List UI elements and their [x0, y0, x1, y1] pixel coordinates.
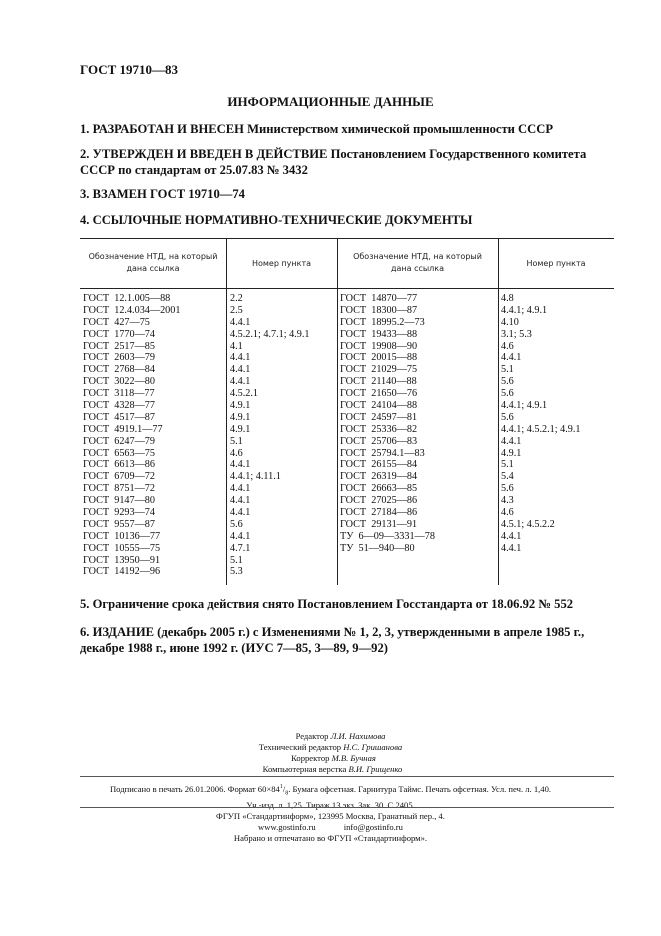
table-cell-point: 5.6 — [501, 483, 514, 495]
table-cell-point: 4.4.1 — [501, 530, 522, 542]
header-doc-right: Обозначение НТД, на который дана ссылка — [353, 252, 482, 273]
print-info-line-2: Уч.-изд. л. 1,25. Тираж 13 экз. Зак. 30. С 2405. — [246, 799, 415, 810]
table-cell-doc: ГОСТ 9293—74 — [83, 507, 155, 519]
table-cell-point: 4.6 — [230, 447, 243, 459]
table-cell-doc: ГОСТ 14192—96 — [83, 566, 161, 578]
table-cell-doc: ГОСТ 6613—86 — [83, 459, 155, 471]
staff-line — [0, 742, 661, 753]
item-lead: Ограничение срока действия снято Постановлением Госстандарта от 18.06.92 № 552 — [92, 597, 574, 611]
table-cell-doc: ГОСТ 24104—88 — [340, 400, 418, 412]
table-cell-doc: ТУ 51—940—80 — [340, 542, 415, 554]
staff-name: Л.И. Нахимова — [330, 731, 386, 741]
table-cell-point: 2.2 — [230, 293, 243, 304]
table-cell-point: 4.4.1 — [501, 542, 522, 554]
divider — [80, 776, 614, 777]
table-cell-point: 4.5.1; 4.5.2.2 — [501, 518, 555, 530]
table-cell-point: 4.4.1 — [230, 483, 251, 495]
table-cell-point: 5.1 — [501, 364, 514, 376]
table-cell-doc: ГОСТ 3022—80 — [83, 376, 155, 388]
table-cell-doc: ГОСТ 6709—72 — [83, 471, 155, 483]
table-cell-doc: ГОСТ 6247—79 — [83, 435, 155, 447]
staff-name: Н.С. Гришанова — [343, 742, 403, 752]
item-lead: ВЗАМЕН ГОСТ 19710—74 — [92, 187, 245, 201]
info-item-6 — [80, 625, 620, 656]
item-lead: ССЫЛОЧНЫЕ НОРМАТИВНО-ТЕХНИЧЕСКИЕ ДОКУМЕНТЫ — [92, 213, 473, 227]
table-cell-point: 5.1 — [230, 435, 243, 447]
table-cell-doc: ГОСТ 9147—80 — [83, 495, 155, 507]
table-cell-point: 4.4.1 — [230, 376, 251, 388]
table-cell-doc: ГОСТ 26663—85 — [340, 483, 418, 495]
header-doc-left: Обозначение НТД, на который дана ссылка — [88, 252, 218, 273]
staff-role: Технический редактор — [258, 742, 342, 752]
staff-credits — [0, 731, 661, 775]
column-left-points — [230, 293, 310, 578]
staff-role: Компьютерная верстка — [262, 764, 347, 774]
info-item-2 — [80, 147, 620, 178]
table-cell-point: 5.6 — [501, 388, 514, 400]
table-cell-point: 4.9.1 — [230, 423, 251, 435]
table-cell-doc: ГОСТ 3118—77 — [83, 388, 155, 400]
table-cell-doc: ГОСТ 12.1.005—88 — [83, 293, 171, 304]
item-lead: РАЗРАБОТАН И ВНЕСЕН — [92, 122, 244, 136]
publisher-contacts — [0, 822, 661, 833]
table-cell-doc: ГОСТ 4919.1—77 — [83, 423, 163, 435]
item-number: 6. — [80, 625, 90, 639]
item-number: 3. — [80, 187, 90, 201]
table-cell-point: 5.1 — [501, 459, 514, 471]
table-cell-doc: ГОСТ 14870—77 — [340, 293, 418, 304]
publisher-printer: Набрано и отпечатано во ФГУП «Стандартинформ». — [233, 833, 428, 843]
staff-line — [3, 753, 661, 764]
publisher-address: ФГУП «Стандартинформ», 123995 Москва, Гранатный пер., 4. — [216, 811, 445, 821]
table-cell-point: 4.4.1; 4.5.2.1; 4.9.1 — [501, 423, 581, 435]
table-cell-point: 4.9.1 — [230, 400, 251, 412]
info-item-4 — [80, 213, 620, 229]
table-cell-doc: ГОСТ 29131—91 — [340, 518, 418, 530]
table-cell-point: 4.4.1 — [230, 530, 251, 542]
table-cell-point: 4.4.1 — [230, 495, 251, 507]
table-cell-point: 5.6 — [501, 376, 514, 388]
staff-line — [2, 764, 661, 775]
table-cell-doc: ГОСТ 427—75 — [83, 316, 150, 328]
table-cell-doc: ГОСТ 24597—81 — [340, 411, 418, 423]
email-link[interactable]: info@gostinfo.ru — [343, 822, 403, 832]
staff-line — [10, 731, 661, 742]
table-cell-doc: ГОСТ 2517—85 — [83, 340, 155, 352]
table-cell-point: 4.4.1; 4.11.1 — [230, 471, 281, 483]
table-cell-doc: ГОСТ 10555—75 — [83, 542, 161, 554]
table-cell-doc: ГОСТ 25336—82 — [340, 423, 418, 435]
reference-documents-table — [80, 238, 614, 585]
table-cell-doc: ГОСТ 25706—83 — [340, 435, 418, 447]
table-cell-doc: ГОСТ 27025—86 — [340, 495, 418, 507]
table-cell-doc: ГОСТ 4517—87 — [83, 411, 155, 423]
item-number: 2. — [80, 147, 90, 161]
table-cell-doc: ГОСТ 2603—79 — [83, 352, 155, 364]
staff-role: Корректор — [291, 753, 330, 763]
table-cell-doc: ГОСТ 25794.1—83 — [340, 447, 425, 459]
table-cell-doc: ГОСТ 21029—75 — [340, 364, 418, 376]
table-cell-point: 5.3 — [230, 566, 243, 578]
header-point-left: Номер пункта — [251, 259, 312, 268]
table-cell-doc: ГОСТ 21650—76 — [340, 388, 418, 400]
table-cell-doc: ГОСТ 6563—75 — [83, 447, 155, 459]
column-left-docs — [83, 293, 180, 578]
table-cell-point: 4.1 — [230, 340, 243, 352]
website-link[interactable]: www.gostinfo.ru — [258, 822, 316, 832]
item-text: Постановлением Государственного комитета СССР по стандартам от 25.07.83 № 3432 — [80, 147, 587, 177]
staff-role: Редактор — [295, 731, 329, 741]
table-cell-doc: ГОСТ 20015—88 — [340, 352, 418, 364]
item-lead: УТВЕРЖДЕН И ВВЕДЕН В ДЕЙСТВИЕ — [92, 147, 328, 161]
table-cell-point: 4.4.1 — [230, 364, 251, 376]
table-cell-doc: ГОСТ 4328—77 — [83, 400, 155, 412]
table-cell-point: 2.5 — [230, 304, 243, 316]
table-cell-doc: ГОСТ 9557—87 — [83, 518, 155, 530]
table-cell-doc: ГОСТ 19433—88 — [340, 328, 418, 340]
publisher-info — [0, 811, 661, 844]
staff-name: В.И. Грищенко — [348, 764, 403, 774]
table-cell-point: 4.4.1 — [230, 507, 251, 519]
table-cell-point: 4.5.2.1 — [230, 388, 259, 400]
table-cell-doc: ГОСТ 26319—84 — [340, 471, 418, 483]
table-cell-doc: ГОСТ 2768—84 — [83, 364, 155, 376]
table-cell-point: 4.5.2.1; 4.7.1; 4.9.1 — [230, 328, 310, 340]
table-cell-point: 4.4.1 — [230, 459, 251, 471]
table-cell-doc: ГОСТ 21140—88 — [340, 376, 417, 388]
table-cell-doc: ГОСТ 1770—74 — [83, 328, 155, 340]
table-cell-doc: ГОСТ 19908—90 — [340, 340, 418, 352]
item-lead: ИЗДАНИЕ (декабрь 2005 г.) с Изменениями № 1, 2, 3, утвержденными в апреле 1985 г., декабре 1988 г., июне 1992 г. (ИУС 7—85, 3—89, 9—92) — [80, 625, 585, 655]
table-cell-point: 4.10 — [501, 316, 519, 328]
table-cell-point: 5.6 — [230, 518, 243, 530]
table-cell-doc: ГОСТ 12.4.034—2001 — [83, 304, 181, 316]
table-cell-point: 4.3 — [501, 495, 514, 507]
table-cell-point: 4.6 — [501, 340, 514, 352]
table-cell-doc: ГОСТ 18300—87 — [340, 304, 418, 316]
column-right-points — [501, 293, 581, 555]
info-item-5 — [80, 597, 620, 613]
table-cell-doc: ГОСТ 10136—77 — [83, 530, 161, 542]
table-cell-point: 5.1 — [230, 554, 243, 566]
table-cell-point: 4.4.1; 4.9.1 — [501, 400, 548, 412]
info-item-3 — [80, 187, 620, 203]
print-info-line-1: Подписано в печать 26.01.2006. Формат $60\times 84^1/_8$. Бумага офсетная. Гарнитура Таймс. Печать офсетная. Усл. печ. л. 1,40. — [109, 783, 552, 797]
table-cell-point: 4.4.1 — [501, 435, 522, 447]
table-cell-point: 4.4.1; 4.9.1 — [501, 304, 548, 316]
table-cell-point: 4.4.1 — [230, 316, 251, 328]
table-cell-point: 4.4.1 — [230, 352, 251, 364]
table-cell-point: 4.6 — [501, 507, 514, 519]
info-item-1 — [80, 122, 620, 138]
item-text: Министерством химической промышленности СССР — [243, 122, 554, 136]
divider — [80, 807, 614, 808]
table-cell-doc: ГОСТ 26155—84 — [340, 459, 418, 471]
item-number: 1. — [80, 122, 90, 136]
section-title: ИНФОРМАЦИОННЫЕ ДАННЫЕ — [227, 94, 434, 109]
table-cell-doc: ГОСТ 8751—72 — [83, 483, 155, 495]
table-cell-point: 4.7.1 — [230, 542, 251, 554]
table-cell-doc: ТУ 6—09—3331—78 — [340, 530, 435, 542]
table-cell-point: 3.1; 5.3 — [501, 328, 532, 340]
table-cell-point: 5.4 — [501, 471, 514, 483]
header-point-right: Номер пункта — [526, 259, 586, 268]
column-right-docs — [340, 293, 435, 555]
document-code: ГОСТ 19710—83 — [80, 62, 179, 77]
table-cell-doc: ГОСТ 18995.2—73 — [340, 316, 425, 328]
table-cell-point: 4.8 — [501, 293, 514, 304]
table-cell-point: 4.9.1 — [230, 411, 251, 423]
table-cell-point: 5.6 — [501, 411, 514, 423]
staff-name: М.В. Бучная — [331, 753, 376, 763]
table-cell-doc: ГОСТ 27184—86 — [340, 507, 418, 519]
table-cell-point: 4.9.1 — [501, 447, 522, 459]
item-number: 4. — [80, 213, 90, 227]
item-number: 5. — [80, 597, 90, 611]
table-cell-point: 4.4.1 — [501, 352, 522, 364]
table-cell-doc: ГОСТ 13950—91 — [83, 554, 161, 566]
